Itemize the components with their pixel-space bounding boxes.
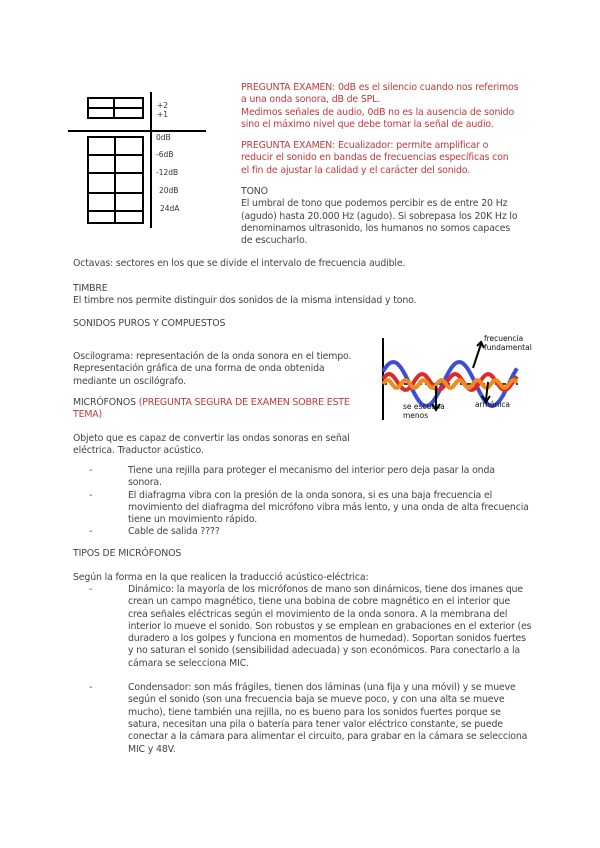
text-line: Cable de salida ???? [128, 526, 220, 538]
octavas-text: Octavas: sectores en los que se divide el intervalo de frecuencia audible. [73, 258, 406, 269]
arrow-fundamental [473, 344, 481, 368]
text-line: movimiento del diafragma del micrófono vibra más lento, y una onda de alta frecuencia [128, 501, 529, 513]
text-line: tiene un movimiento rápido. [128, 514, 258, 526]
microfonos-desc [73, 433, 373, 458]
meter-cell [87, 172, 116, 194]
heading-text: MICRÓFONOS [73, 397, 136, 408]
meter-cell [87, 192, 116, 212]
text-line: Tiene una rejilla para proteger el mecanismo del interior pero deja pasar la onda [128, 465, 495, 476]
meter-vertical-axis [150, 92, 152, 228]
text-line: (agudo) hasta 20.000 Hz (agudo). Si sobrepasa los 20K Hz lo [241, 210, 518, 222]
text-line: de escucharlo. [241, 235, 308, 247]
meter-cell [87, 107, 115, 119]
text-line: el fin de ajustar la calidad y el carácter del sonido. [241, 164, 471, 176]
exam-note-ecualizador [241, 140, 541, 177]
text-line: eléctrica. Traductor acústico. [73, 445, 204, 457]
text-line: reducir el sonido en bandas de frecuencias específicas con [241, 152, 509, 164]
meter-cell [114, 210, 144, 224]
text-line: sino el máximo nivel que debe tomar la señal de audio. [241, 118, 494, 130]
label-line: frecuencia [484, 334, 524, 343]
bullet-marker: - [89, 526, 93, 538]
text-line: MIC y 48V. [128, 743, 176, 755]
text-line: Condensador: son más frágiles, tienen dos láminas (una fija y una móvil) y se mueve [128, 682, 516, 694]
tono-section [241, 186, 541, 247]
meter-cell [114, 136, 144, 156]
text-line: mediante un oscilógrafo. [73, 375, 186, 387]
meter-label: -12dB [156, 168, 179, 177]
microfonos-heading [73, 397, 373, 422]
text-line: Medimos señales de audio, 0dB no es la ausencia de sonido [241, 106, 515, 118]
text-line: mucho), tiene también una rejilla, no es bueno para los sonidos fuertes porque se [128, 706, 501, 718]
text-line: según el sonido (son una frecuencia baja se mueve poco, y con una alta se mueve [128, 694, 505, 706]
waveform-figure [378, 330, 548, 420]
text-line: a una onda sonora, dB de SPL. [241, 94, 381, 106]
text-line: crean un campo magnético, tiene una bobina de cobre magnético en el interior que [128, 596, 511, 608]
microfonos-bullet-list [89, 465, 549, 539]
list-item [89, 465, 549, 490]
label-armonica: armónica [475, 400, 510, 409]
sonidos-heading: SONIDOS PUROS Y COMPUESTOS [73, 318, 226, 329]
list-item [89, 682, 549, 756]
text-line: interior lo mueve el sonido. Son robustos y se emplean en grabaciones en el exterior (es [128, 620, 532, 632]
tipos-bullet-list [89, 584, 549, 756]
text-line: El umbral de tono que podemos percibir es de entre 20 Hz [241, 198, 508, 210]
list-item [89, 584, 549, 670]
meter-label: 20dB [159, 186, 179, 195]
text-line: conectar a la cámara para alimentar el circuito, para grabar en la cámara se selecciona [128, 731, 528, 743]
text-line: Objeto que es capaz de convertir las ondas sonoras en señal [73, 433, 350, 444]
bullet-marker: - [89, 465, 93, 476]
arrow-armonica [486, 382, 488, 400]
tipos-intro: Según la forma en la que realicen la traducció acústico-eléctrica: [73, 572, 369, 583]
label-line: fundamental [484, 343, 532, 352]
text-line: satura, necesitan una pila o batería para tener valor eléctrico constante, se puede [128, 718, 503, 730]
section-heading: TONO [241, 186, 268, 197]
list-item [89, 526, 549, 538]
meter-cell [114, 172, 144, 194]
tipos-heading: TIPOS DE MICRÓFONOS [73, 548, 182, 559]
text-line: duradero a los golpes y funciona en momentos de humedad). Soportan sonidos fuertes [128, 633, 526, 645]
meter-horizontal-axis [68, 130, 206, 132]
meter-label: +1 [157, 110, 169, 119]
text-line: sonora. [128, 477, 162, 489]
exam-note-0db [241, 82, 541, 131]
meter-cell [114, 192, 144, 212]
text-line: Oscilograma: representación de la onda sonora en el tiempo. [73, 351, 352, 362]
meter-cell [114, 154, 144, 174]
label-frecuencia-fundamental [484, 334, 532, 352]
db-meter-diagram [60, 88, 240, 238]
meter-cell [87, 210, 116, 224]
heading-exam-note: (PREGUNTA SEGURA DE EXAMEN SOBRE ESTE [138, 397, 350, 408]
text-line: PREGUNTA EXAMEN: 0dB es el silencio cuando nos referimos [241, 82, 519, 93]
text-line: Dinámico: la mayoría de los micrófonos de mano son dinámicos, tiene dos imanes que [128, 584, 523, 595]
meter-label: +2 [157, 101, 169, 110]
timbre-heading: TIMBRE [73, 283, 108, 294]
heading-exam-note: TEMA) [73, 409, 103, 421]
meter-cell [113, 107, 144, 119]
oscilograma-section [73, 351, 373, 388]
bullet-marker: - [89, 584, 93, 595]
bullet-marker: - [89, 489, 93, 501]
timbre-text: El timbre nos permite distinguir dos sonidos de la misma intensidad y tono. [73, 295, 417, 306]
label-se-escucha-menos [403, 402, 445, 420]
text-line: Representación gráfica de una forma de onda obtenida [73, 363, 325, 375]
meter-label: 0dB [156, 133, 171, 142]
text-line: PREGUNTA EXAMEN: Ecualizador: permite amplificar o [241, 140, 489, 151]
label-line: menos [403, 411, 429, 420]
bullet-marker: - [89, 682, 93, 694]
text-line: denominamos ultrasonido, los humanos no somos capaces [241, 222, 511, 234]
meter-label: -6dB [156, 150, 174, 159]
text-line: crea señales eléctricas según el movimiento de la onda sonora. A la membrana del [128, 608, 508, 620]
meter-label: 24dA [160, 204, 180, 213]
label-line: se escucha [403, 402, 445, 411]
text-line: y no saturan el sonido (sensibilidad adecuada) y son económicos. Para conectarlo a la [128, 645, 521, 657]
meter-cell [87, 136, 116, 156]
meter-cell [87, 154, 116, 174]
text-line: El diafragma vibra con la presión de la onda sonora, si es una baja frecuencia el [128, 489, 493, 501]
list-item [89, 490, 549, 527]
text-line: cámara se selecciona MIC. [128, 657, 249, 669]
